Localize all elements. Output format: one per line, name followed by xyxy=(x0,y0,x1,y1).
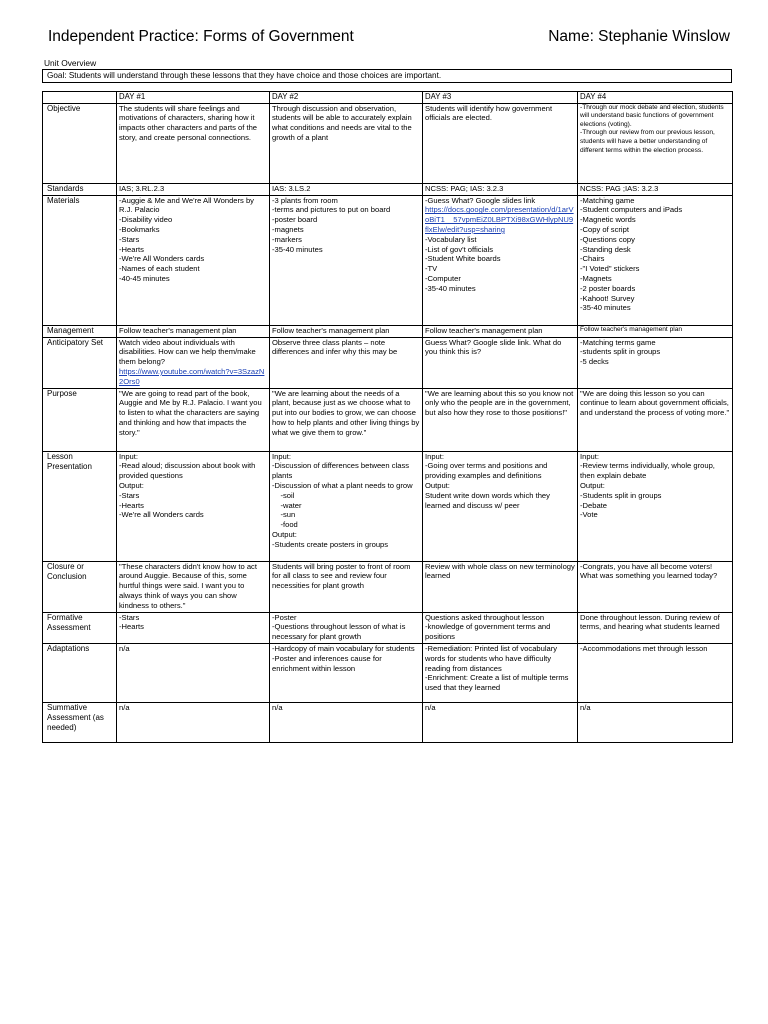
lesson-plan-table xyxy=(42,91,733,743)
cell-text: n/a xyxy=(580,702,591,712)
cell-text: -Copy of script xyxy=(580,224,629,234)
cell-text: -Questions copy xyxy=(580,234,635,244)
plan-cell xyxy=(578,388,733,451)
cell-text: Watch video about individuals with disabilities. How can we help them/make them belong? xyxy=(119,337,258,367)
cell-text: -Student White boards xyxy=(425,254,501,264)
plan-row xyxy=(43,103,733,183)
cell-text: "We are going to read part of the book, Auggie and Me by R.J. Palacio. I want you to listen to what the characters are saying and thinking and how that impacts the story." xyxy=(119,388,264,437)
cell-text: -TV xyxy=(425,264,438,274)
cell-text: n/a xyxy=(119,643,130,653)
row-label: Lesson Presentation xyxy=(43,451,117,561)
day-3-header: DAY #3 xyxy=(423,92,578,104)
plan-cell xyxy=(423,388,578,451)
plan-cell xyxy=(578,612,733,643)
row-label: Summative Assessment (as needed) xyxy=(43,702,117,742)
cell-text: -40-45 minutes xyxy=(119,273,170,283)
plan-cell xyxy=(117,183,270,195)
cell-text: -We're all Wonders cards xyxy=(119,510,204,520)
cell-text: Students will bring poster to front of room for all class to see and review four necessities for plant growth xyxy=(272,561,413,591)
plan-cell xyxy=(578,103,733,183)
plan-cell xyxy=(578,643,733,702)
cell-text: -food xyxy=(272,520,298,530)
row-label: Purpose xyxy=(43,388,117,451)
plan-cell xyxy=(117,643,270,702)
cell-text: -Hearts xyxy=(119,500,144,510)
row-label: Objective xyxy=(43,103,117,183)
cell-text: -Auggie & Me and We're All Wonders by R.J. Palacio xyxy=(119,195,257,215)
plan-cell xyxy=(423,325,578,337)
plan-cell xyxy=(270,388,423,451)
plan-cell xyxy=(117,612,270,643)
cell-text: IAS: 3.LS.2 xyxy=(272,183,311,193)
cell-text: -sun xyxy=(272,510,296,520)
plan-cell xyxy=(117,561,270,612)
plan-cell xyxy=(117,325,270,337)
cell-text: Follow teacher's management plan xyxy=(272,325,390,335)
cell-text: -Accommodations met through lesson xyxy=(580,643,708,653)
cell-text: -Enrichment: Create a list of multiple terms used that they learned xyxy=(425,673,571,693)
cell-text: -Stars xyxy=(119,234,140,244)
document-page xyxy=(42,28,732,743)
day-4-header: DAY #4 xyxy=(578,92,733,104)
cell-text: -Review terms individually, whole group, then explain debate xyxy=(580,461,718,481)
cell-text: -Matching terms game xyxy=(580,337,656,347)
plan-cell xyxy=(423,702,578,742)
plan-cell xyxy=(423,451,578,561)
cell-text: -Vocabulary list xyxy=(425,234,477,244)
cell-text: -Through our review from our previous lesson, students will have a better understanding of different terms within the election process. xyxy=(580,129,717,154)
plan-cell xyxy=(117,388,270,451)
cell-text: Guess What? Google slide link. What do you think this is? xyxy=(425,337,564,357)
document-header xyxy=(42,28,732,46)
cell-text: -magnets xyxy=(272,224,304,234)
cell-text: "We are learning about this so you know not only who the people are in the government, but also how they rose to those positions!" xyxy=(425,388,576,418)
cell-text: -Vote xyxy=(580,510,598,520)
cell-text: -Through our mock debate and election, students will understand basic functions of government elections (voting). xyxy=(580,103,726,128)
cell-text: -Discussion of differences between class plants xyxy=(272,461,412,481)
cell-text: -Hearts xyxy=(119,244,144,254)
cell-text: Follow teacher's management plan xyxy=(425,325,543,335)
cell-text: -Students split in groups xyxy=(580,490,662,500)
cell-text: -Stars xyxy=(119,612,140,622)
cell-text: -Names of each student xyxy=(119,264,200,274)
cell-text: -5 decks xyxy=(580,357,609,367)
plan-cell xyxy=(270,195,423,325)
google-slides-link[interactable]: https://docs.google.com/presentation/d/1arVoBiT1__57vpmEiZ0LBPTXi98xGWHlypNU9flxElw/edit?usp=sharing xyxy=(425,205,574,234)
cell-text: -Read aloud; discussion about book with provided questions xyxy=(119,461,258,481)
plan-row xyxy=(43,388,733,451)
cell-text: -Magnetic words xyxy=(580,215,636,225)
cell-text: "We are learning about the needs of a plant, because just as we choose what to put into our bodies to grow, we can choose how to help plants and other living things by what we give them to grow." xyxy=(272,388,422,437)
cell-text: -Hearts xyxy=(119,622,144,632)
cell-text: -35-40 minutes xyxy=(425,283,476,293)
plan-cell xyxy=(270,612,423,643)
plan-row xyxy=(43,643,733,702)
plan-row xyxy=(43,183,733,195)
row-label: Materials xyxy=(43,195,117,325)
cell-text: -Congrats, you have all become voters! What was something you learned today? xyxy=(580,561,718,581)
plan-cell xyxy=(270,561,423,612)
cell-text: Output: xyxy=(272,529,297,539)
cell-text: Input: xyxy=(272,451,291,461)
cell-text: -students split in groups xyxy=(580,347,661,357)
plan-row xyxy=(43,195,733,325)
cell-text: -Standing desk xyxy=(580,244,631,254)
row-label: Closure or Conclusion xyxy=(43,561,117,612)
cell-text: -Students create posters in groups xyxy=(272,539,389,549)
plan-cell xyxy=(270,325,423,337)
cell-text: Through discussion and observation, students will be able to accurately explain what conditions and needs are vital to the growth of a plant xyxy=(272,103,414,142)
plan-cell xyxy=(423,103,578,183)
plan-cell xyxy=(270,103,423,183)
cell-text: Observe three class plants – note differences and infer why this may be xyxy=(272,337,398,357)
plan-cell xyxy=(423,337,578,388)
cell-text: -35-40 minutes xyxy=(580,303,631,313)
cell-text: -Student computers and iPads xyxy=(580,205,683,215)
cell-text: -Matching game xyxy=(580,195,635,205)
cell-text: Student write down words which they learned and discuss w/ peer xyxy=(425,490,553,510)
plan-cell xyxy=(270,702,423,742)
cell-text: Follow teacher's management plan xyxy=(580,325,683,333)
plan-cell xyxy=(117,337,270,388)
cell-text: -Remediation: Printed list of vocabulary words for students who have difficulty reading from distances xyxy=(425,643,560,673)
document-title: Independent Practice: Forms of Government xyxy=(48,28,354,45)
cell-text: -Disability video xyxy=(119,215,173,225)
cell-text: Done throughout lesson. During review of terms, and hearing what students learned xyxy=(580,612,722,632)
author-name: Name: Stephanie Winslow xyxy=(548,28,730,45)
plan-row xyxy=(43,561,733,612)
cell-text: n/a xyxy=(272,702,283,712)
cell-text: Students will identify how government officials are elected. xyxy=(425,103,555,123)
cell-text: -Poster xyxy=(272,612,297,622)
plan-cell xyxy=(117,103,270,183)
plan-cell xyxy=(578,337,733,388)
cell-text: The students will share feelings and motivations of characters, sharing how it impacts other characters and parts of the story, and create personal connections. xyxy=(119,103,260,142)
plan-cell xyxy=(270,643,423,702)
plan-cell xyxy=(423,612,578,643)
day-2-header: DAY #2 xyxy=(270,92,423,104)
plan-cell xyxy=(578,325,733,337)
cell-text: -We're All Wonders cards xyxy=(119,254,205,264)
cell-text: -markers xyxy=(272,234,302,244)
cell-text: -soil xyxy=(272,490,295,500)
cell-text: -Hardcopy of main vocabulary for students xyxy=(272,643,415,653)
plan-row xyxy=(43,337,733,388)
cell-text: NCSS: PAG ;IAS: 3.2.3 xyxy=(580,183,659,193)
cell-text: -Kahoot! Survey xyxy=(580,293,635,303)
cell-text: Questions asked throughout lesson xyxy=(425,612,545,622)
plan-cell xyxy=(578,561,733,612)
cell-text: NCSS: PAG; IAS: 3.2.3 xyxy=(425,183,504,193)
plan-row xyxy=(43,612,733,643)
plan-cell xyxy=(117,451,270,561)
plan-cell xyxy=(423,195,578,325)
unit-overview-label: Unit Overview xyxy=(44,58,97,68)
plan-cell xyxy=(578,451,733,561)
cell-text: Follow teacher's management plan xyxy=(119,325,237,335)
plan-cell xyxy=(270,183,423,195)
cell-text: IAS; 3.RL.2.3 xyxy=(119,183,165,193)
plan-row xyxy=(43,325,733,337)
cell-text: Input: xyxy=(425,451,444,461)
cell-text: -"I Voted" stickers xyxy=(580,264,640,274)
corner-cell xyxy=(43,92,117,104)
plan-cell xyxy=(270,337,423,388)
plan-cell xyxy=(423,183,578,195)
cell-text: n/a xyxy=(119,702,130,712)
cell-text: -3 plants from room xyxy=(272,195,338,205)
cell-text: -knowledge of government terms and positions xyxy=(425,622,553,642)
cell-text: Output: xyxy=(119,480,144,490)
cell-text: -Questions throughout lesson of what is necessary for plant growth xyxy=(272,622,408,642)
plan-cell xyxy=(423,643,578,702)
cell-text: Review with whole class on new terminology learned xyxy=(425,561,577,581)
cell-text: -List of gov't officials xyxy=(425,244,493,254)
cell-text: "These characters didn't know how to act around Auggie. Because of this, some hurtful things were said. I want you to always think of ways you can show kindness to others." xyxy=(119,561,260,610)
cell-text: -Computer xyxy=(425,273,461,283)
plan-cell xyxy=(117,195,270,325)
cell-text: n/a xyxy=(425,702,436,712)
row-label: Anticipatory Set xyxy=(43,337,117,388)
cell-text: Input: xyxy=(119,451,138,461)
plan-cell xyxy=(578,183,733,195)
plan-cell xyxy=(423,561,578,612)
cell-text: -water xyxy=(272,500,302,510)
plan-cell xyxy=(117,702,270,742)
cell-text: -poster board xyxy=(272,215,318,225)
cell-text: -terms and pictures to put on board xyxy=(272,205,391,215)
cell-text: -Going over terms and positions and providing examples and definitions xyxy=(425,461,550,481)
goal-statement: Goal: Students will understand through these lessons that they have choice and those choices are important. xyxy=(42,69,732,83)
cell-text: -Bookmarks xyxy=(119,224,160,234)
plan-cell xyxy=(578,195,733,325)
cell-text: -Magnets xyxy=(580,273,612,283)
row-label: Adaptations xyxy=(43,643,117,702)
row-label: Standards xyxy=(43,183,117,195)
cell-text: -Discussion of what a plant needs to grow xyxy=(272,480,413,490)
cell-text: -Poster and inferences cause for enrichment within lesson xyxy=(272,653,384,673)
cell-text: -2 poster boards xyxy=(580,283,636,293)
cell-text: Input: xyxy=(580,451,599,461)
day-1-header: DAY #1 xyxy=(117,92,270,104)
plan-row xyxy=(43,702,733,742)
plan-cell xyxy=(270,451,423,561)
row-label: Management xyxy=(43,325,117,337)
plan-cell xyxy=(578,702,733,742)
row-label: Formative Assessment xyxy=(43,612,117,643)
cell-text: "We are doing this lesson so you can continue to learn about government officials, and understand the process of voting more." xyxy=(580,388,732,418)
cell-text: -Chairs xyxy=(580,254,605,264)
day-header-row xyxy=(43,92,733,104)
youtube-video-link[interactable]: https://www.youtube.com/watch?v=3SzazN2Ors0 xyxy=(119,366,265,386)
cell-text: Output: xyxy=(580,480,605,490)
cell-text: Output: xyxy=(425,480,450,490)
cell-text: -35-40 minutes xyxy=(272,244,323,254)
cell-text: -Stars xyxy=(119,490,140,500)
plan-row xyxy=(43,451,733,561)
cell-text: -Debate xyxy=(580,500,608,510)
cell-text: -Guess What? Google slides link xyxy=(425,195,536,205)
